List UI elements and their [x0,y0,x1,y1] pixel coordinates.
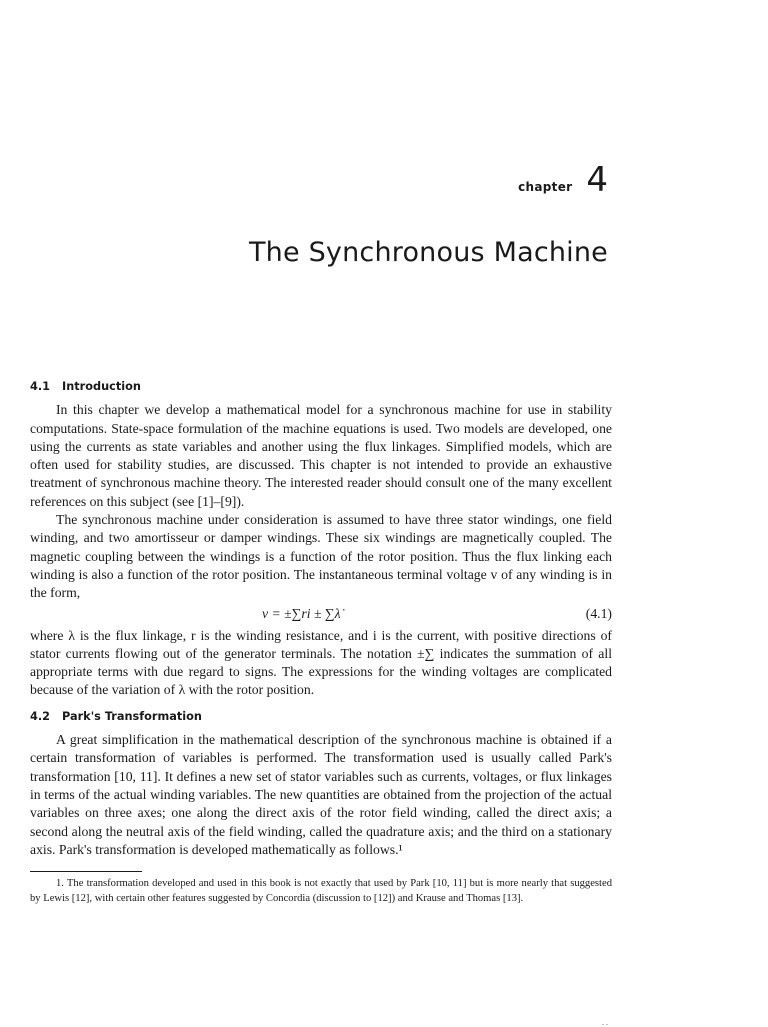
equation-4-1 [30,605,612,626]
chapter-number: 4 [586,160,608,200]
page-body [30,378,612,906]
equation-number: (4.1) [585,605,612,621]
corner-mark: . . [602,1018,608,1027]
section-heading-parks-transformation [30,708,612,726]
section-heading-introduction [30,378,612,396]
section-title: Park's Transformation [62,709,202,723]
chapter-label: chapter [518,180,573,194]
chapter-heading [518,160,608,200]
section-title: Introduction [62,380,141,393]
footnote-divider [30,871,142,872]
paragraph: The synchronous machine under consideration is assumed to have three stator windings, one field winding, and two amortisseur or damper windings. These six windings are magnetically coupled. The magnetic coupling between the windings is a function of the rotor position. Thus the flux linking each winding is also a function of the rotor position. The instantaneous terminal voltage v of any winding is in the form, [30,512,612,601]
section-number: 4.2 [30,709,51,723]
paragraph: A great simplification in the mathematical description of the synchronous machine is obtained if a certain transformation of variables is performed. The transformation used is usually called Park's transformation [10, 11]. It defines a new set of stator variables such as currents, voltages, or flux linkages in terms of the actual winding variables. The new quantities are obtained from the projection of the actual variables on three axes; one along the direct axis of the rotor field winding, called the direct axis; a second along the neutral axis of the field winding, called the quadrature axis; and the third on a stationary axis. Park's transformation is developed mathematically as follows.¹ [30,732,612,857]
equation-expression: v = ±∑ri ± ∑λ̇ [262,605,341,621]
footnote: 1. The transformation developed and used in this book is not exactly that used by Park [10, 11] but is more nearly that suggested by Lewis [12], with certain other features suggested by Concordia (discussion to [12]) and Krause and Thomas [13]. [30,878,612,904]
paragraph: In this chapter we develop a mathematical model for a synchronous machine for use in stability computations. State-space formulation of the machine equations is used. Two models are developed, one using the currents as state variables and another using the flux linkages. Simplified models, which are often used for stability studies, are discussed. This chapter is not intended to provide an exhaustive treatment of synchronous machine theory. The interested reader should consult one of the many excellent references on this subject (see [1]–[9]). [30,402,612,509]
paragraph: where λ is the flux linkage, r is the winding resistance, and i is the current, with positive directions of stator currents flowing out of the generator terminals. The notation ±∑ indicates the summation of all appropriate terms with due regard to signs. The expressions for the winding voltages are complicated because of the variation of λ with the rotor position. [30,627,612,698]
chapter-title: The Synchronous Machine [248,237,608,268]
section-number: 4.1 [30,380,51,393]
